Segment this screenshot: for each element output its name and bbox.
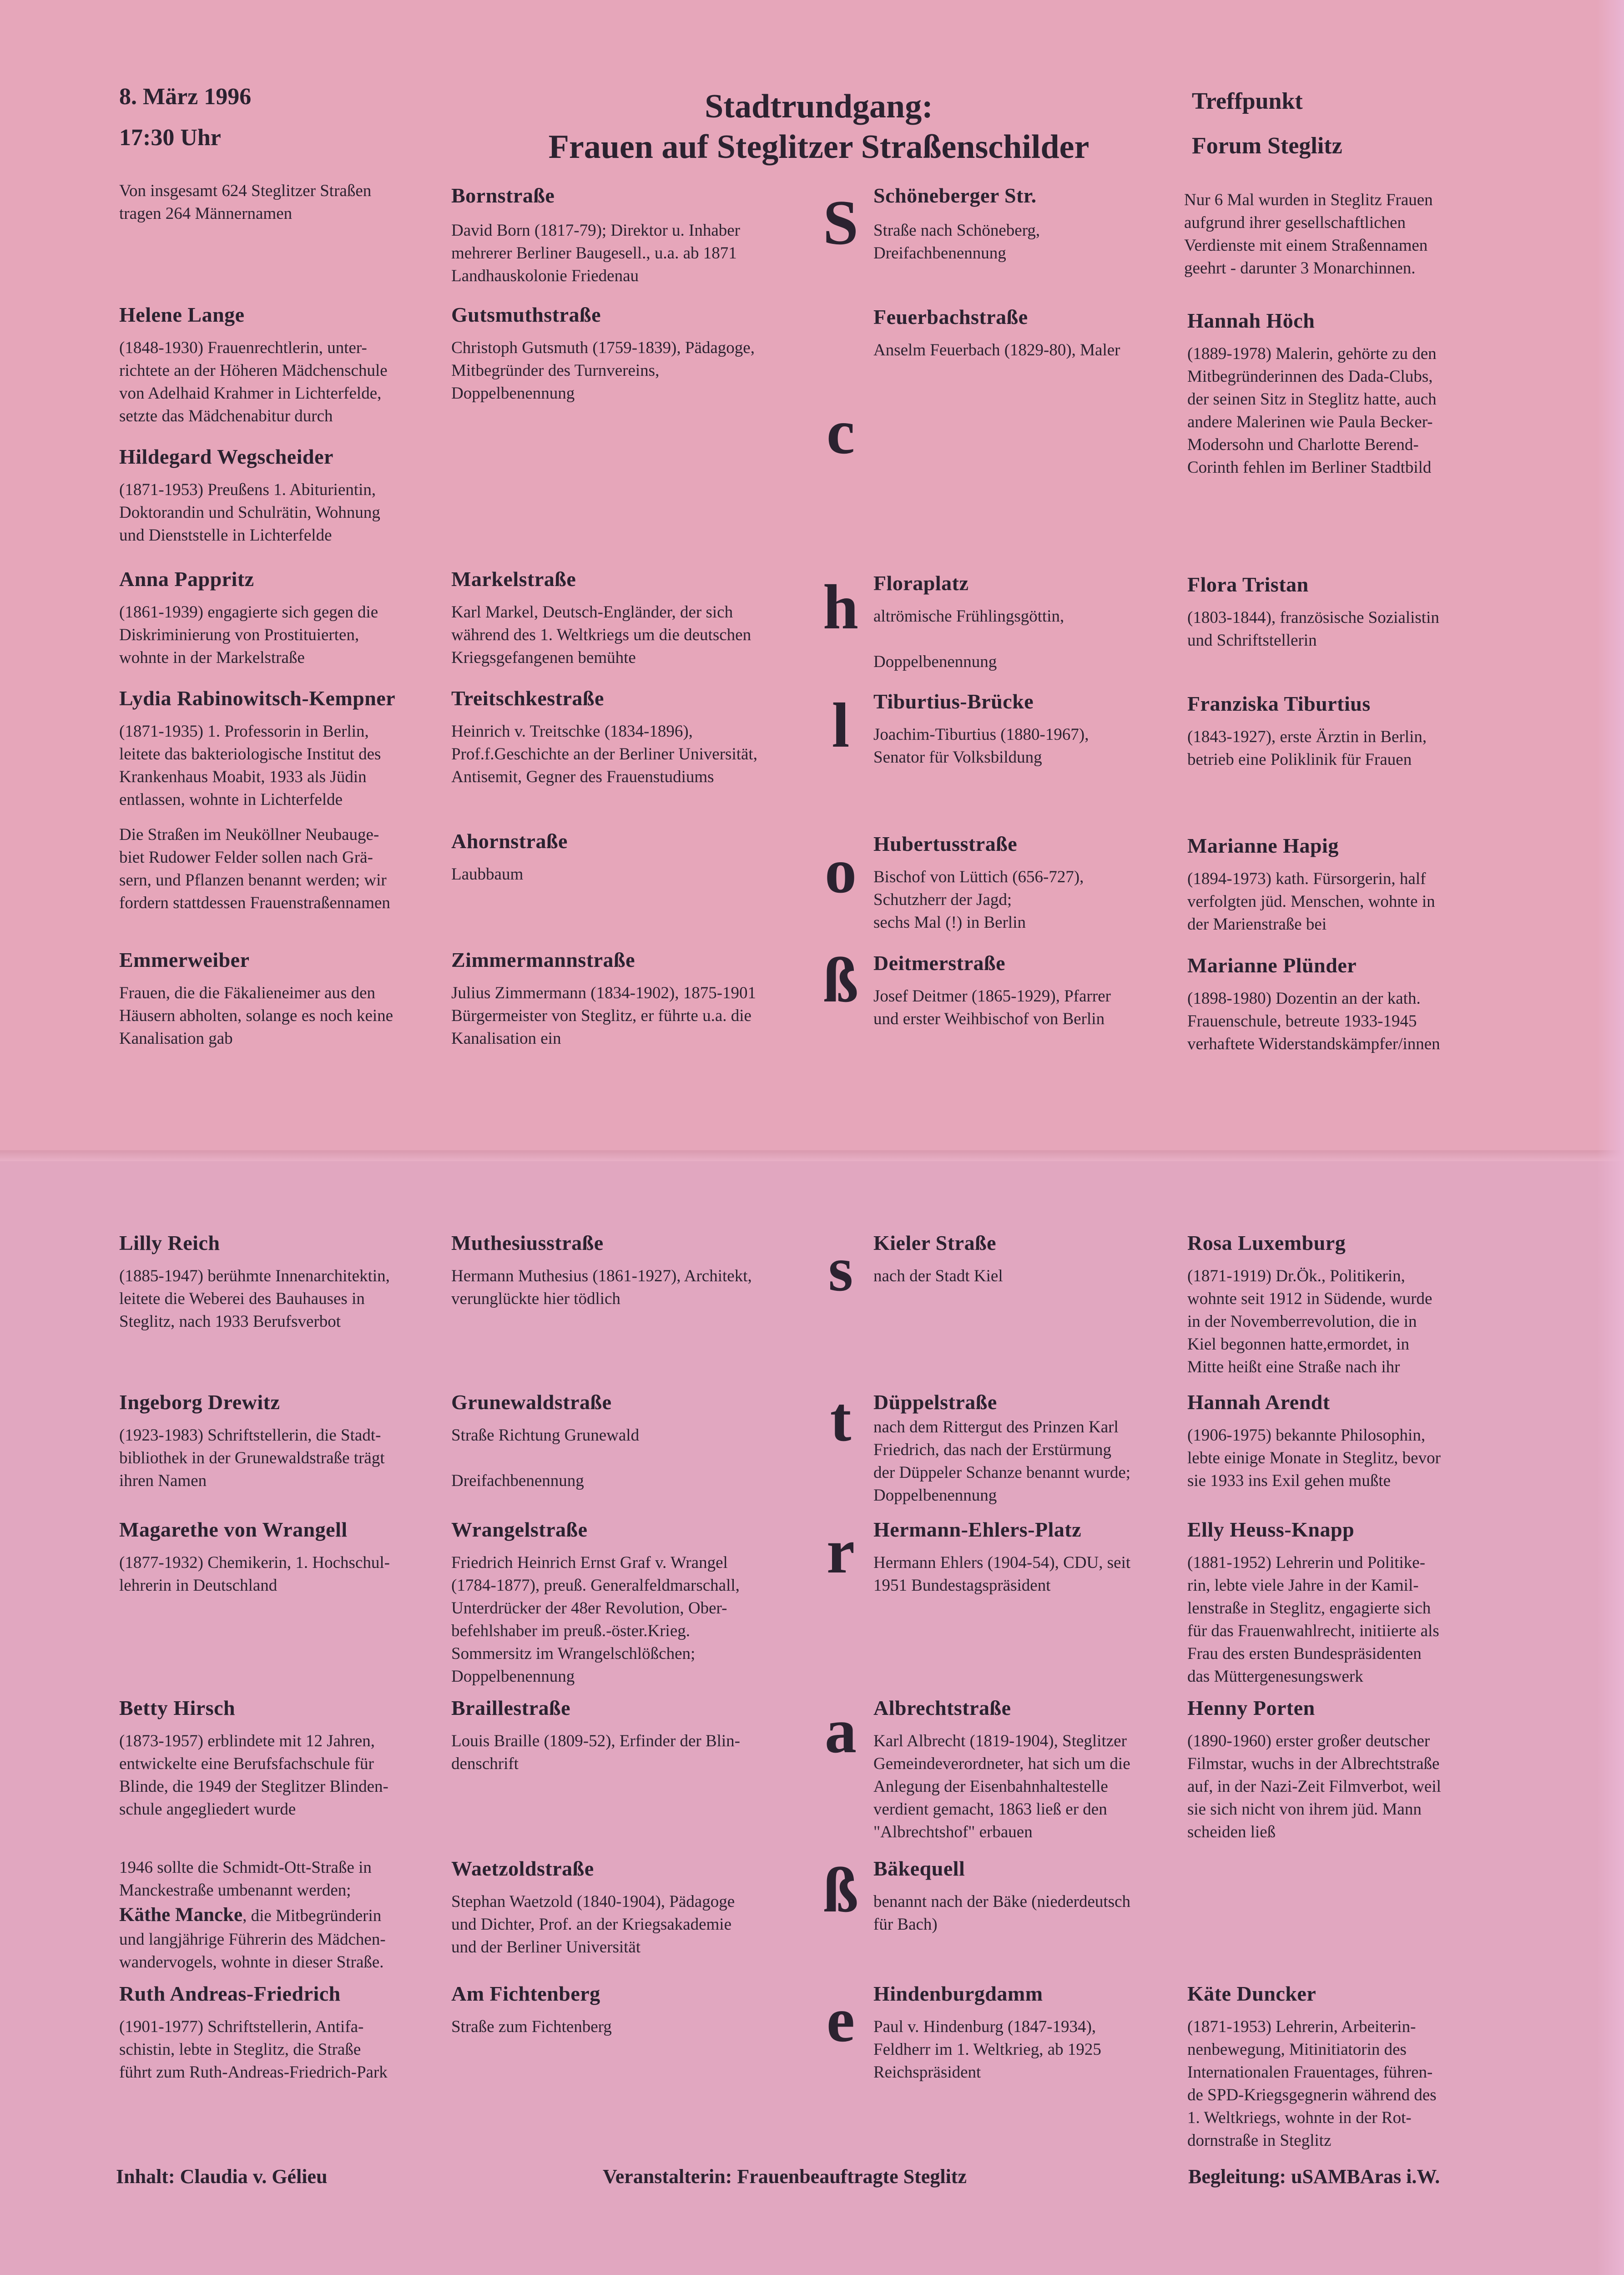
vertical-letter: t — [830, 1384, 852, 1455]
entry-markelstrasse — [451, 567, 751, 669]
vertical-letter: a — [825, 1696, 857, 1766]
entry-hannah-arendt — [1187, 1390, 1441, 1492]
vertical-letter: h — [823, 572, 858, 642]
entry-baekequell — [873, 1856, 1130, 1936]
entry-wrangelstrasse — [451, 1517, 740, 1688]
mancke-post: , die Mitbegründerin und langjährige Führerin des Mädchen- wandervogels, wohnte in dieser Straße. — [119, 1906, 386, 1972]
entry-text: (1923-1983) Schriftstellerin, die Stadt- bibliothek in der Grunewaldstraße trägt ihren Namen — [119, 1426, 385, 1490]
entry-title: Markelstraße — [451, 567, 576, 591]
entry-title: Feuerbachstraße — [873, 305, 1028, 329]
entry-title: Kieler Straße — [873, 1231, 997, 1254]
entry-grunewaldstrasse — [451, 1390, 639, 1492]
entry-title: Marianne Hapig — [1187, 834, 1339, 857]
entry-text: (1901-1977) Schriftstellerin, Antifa- schistin, lebte in Steglitz, die Straße führt zum Ruth-Andreas-Friedrich-Park — [119, 2017, 388, 2082]
entry-magarethe-von-wrangell — [119, 1517, 390, 1597]
intro-right: Nur 6 Mal wurden in Steglitz Frauen aufgrund ihrer gesellschaftlichen Verdienste mit einem Straßennamen geehrt - darunter 3 Monarchinnen. — [1184, 191, 1433, 278]
entry-text: (1890-1960) erster großer deutscher Filmstar, wuchs in der Albrechtstraße auf, in der Nazi-Zeit Filmverbot, weil sie sich nicht von ihrem jüd. Mann scheiden ließ — [1187, 1732, 1441, 1841]
entry-text: (1803-1844), französische Sozialistin und Schriftstellerin — [1187, 608, 1439, 650]
entry-title: Grunewaldstraße — [451, 1390, 612, 1414]
entry-title: Deitmerstraße — [873, 951, 1006, 975]
entry-title: Floraplatz — [873, 571, 969, 595]
entry-text: (1894-1973) kath. Fürsorgerin, half verfolgten jüd. Menschen, wohnte in der Marienstraße bei — [1187, 870, 1435, 934]
entry-text: benannt nach der Bäke (niederdeutsch für Bach) — [873, 1892, 1131, 1934]
entry-title: Waetzoldstraße — [451, 1857, 594, 1880]
entry-text: (1843-1927), erste Ärztin in Berlin, betrieb eine Poliklinik für Frauen — [1187, 728, 1427, 769]
entry-muthesiusstrasse — [451, 1231, 752, 1310]
entry-title: Albrechtstraße — [873, 1696, 1011, 1719]
entry-title: Käte Duncker — [1187, 1982, 1316, 2005]
entry-text: Hermann Muthesius (1861-1927), Architekt, verunglückte hier tödlich — [451, 1267, 752, 1308]
vertical-letter: r — [826, 1516, 855, 1587]
entry-text: Straße Richtung Grunewald Dreifachbenennung — [451, 1426, 640, 1490]
entry-text: (1885-1947) berühmte Innenarchitektin, leitete die Weberei des Bauhauses in Steglitz, nach 1933 Berufsverbot — [119, 1267, 390, 1331]
entry-albrechtstrasse — [873, 1696, 1130, 1844]
entry-floraplatz — [873, 571, 1064, 673]
entry-text: Heinrich v. Treitschke (1834-1896), Prof.f.Geschichte an der Berliner Universität, Antisemit, Gegner des Frauenstudiums — [451, 722, 757, 786]
entry-text: Straße zum Fichtenberg — [451, 2017, 612, 2036]
entry-text: (1881-1952) Lehrerin und Politike- rin, lebte viele Jahre in der Kamil- lenstraße in Steglitz, engagierte sich für das Frauenwahlrecht, initiierte als Frau des ersten Bundespräsidenten das Müttergenesungswerk — [1187, 1553, 1439, 1686]
entry-text: (1871-1953) Preußens 1. Abiturientin, Doktorandin und Schulrätin, Wohnung und Dienststelle in Lichterfelde — [119, 480, 380, 545]
entry-title: Am Fichtenberg — [451, 1982, 600, 2005]
mancke-pre: 1946 sollte die Schmidt-Ott-Straße in Manckestraße umbenannt werden; — [119, 1858, 372, 1900]
entry-braillestrasse — [451, 1696, 740, 1775]
vertical-letter: s — [828, 1234, 853, 1304]
entry-hindenburgdamm — [873, 1982, 1101, 2084]
entry-title: Ingeborg Drewitz — [119, 1390, 280, 1414]
entry-title: Rosa Luxemburg — [1187, 1231, 1346, 1254]
entry-title: Marianne Plünder — [1187, 954, 1357, 977]
vertical-letter: l — [832, 690, 850, 761]
title-line-1: Stadtrundgang: — [705, 88, 933, 125]
entry-hubertusstrasse — [873, 832, 1084, 934]
entry-title: Hannah Höch — [1187, 309, 1315, 332]
entry-waetzoldstrasse — [451, 1856, 735, 1959]
entry-text: (1861-1939) engagierte sich gegen die Diskriminierung von Prostituierten, wohnte in der Markelstraße — [119, 603, 378, 667]
entry-text: Bischof von Lüttich (656-727), Schutzherr der Jagd; sechs Mal (!) in Berlin — [873, 868, 1084, 932]
entry-text: (1848-1930) Frauenrechtlerin, unter- richtete an der Höheren Mädchenschule von Adelhaid Krahmer in Lichterfelde, setzte das Mädchenabitur durch — [119, 339, 388, 425]
entry-text: Julius Zimmermann (1834-1902), 1875-1901 Bürgermeister von Steglitz, er führte u.a. die Kanalisation ein — [451, 984, 757, 1048]
entry-title: Hermann-Ehlers-Platz — [873, 1518, 1082, 1541]
entry-lilly-reich — [119, 1231, 390, 1333]
meeting-place: Forum Steglitz — [1192, 133, 1342, 159]
entry-marianne-pluender — [1187, 953, 1440, 1056]
entry-text: (1906-1975) bekannte Philosophin, lebte einige Monate in Steglitz, bevor sie 1933 ins Exil gehen mußte — [1187, 1426, 1441, 1490]
entry-title: Bornstraße — [451, 184, 555, 207]
entry-flora-tristan — [1187, 572, 1439, 652]
entry-title: Bäkequell — [873, 1857, 965, 1880]
entry-text: (1871-1919) Dr.Ök., Politikerin, wohnte seit 1912 in Südende, wurde in der Novemberrevolution, die in Kiel begonnen hatte,ermordet, in Mitte heißt eine Straße nach ihr — [1187, 1267, 1432, 1376]
entry-kaete-duncker — [1187, 1982, 1437, 2152]
entry-rosa-luxemburg — [1187, 1231, 1432, 1379]
entry-ahornstrasse — [451, 829, 568, 886]
entry-hermann-ehlers-platz — [873, 1517, 1130, 1597]
entry-lydia-rabinowitsch — [119, 686, 395, 811]
entry-deitmerstrasse — [873, 951, 1111, 1031]
entry-title: Henny Porten — [1187, 1696, 1315, 1719]
page-title — [455, 86, 1183, 167]
entry-text: Karl Albrecht (1819-1904), Steglitzer Gemeindeverordneter, hat sich um die Anlegung der Eisenbahnhaltestelle verdient gemacht, 1863 ließ er den "Albrechtshof" erbauen — [873, 1732, 1130, 1841]
note-rudower-felder: Die Straßen im Neuköllner Neubauge- biet Rudower Felder sollen nach Grä- sern, und Pflanzen benannt werden; wir fordern stattdessen Frauenstraßennamen — [119, 825, 390, 912]
entry-dueppelstrasse — [873, 1390, 1130, 1507]
entry-title: Gutsmuthstraße — [451, 303, 601, 326]
entry-text: Paul v. Hindenburg (1847-1934), Feldherr im 1. Weltkrieg, ab 1925 Reichspräsident — [873, 2017, 1101, 2082]
vertical-letter: S — [823, 187, 858, 258]
entry-text: (1871-1935) 1. Professorin in Berlin, leitete das bakteriologische Institut des Krankenhaus Moabit, 1933 als Jüdin entlassen, wohnte in Lichterfelde — [119, 722, 381, 809]
entry-feuerbachstrasse — [873, 305, 1120, 362]
entry-franziska-tiburtius — [1187, 692, 1427, 771]
entry-zimmermannstrasse — [451, 948, 756, 1050]
entry-title: Ahornstraße — [451, 829, 568, 853]
entry-text: nach der Stadt Kiel — [873, 1267, 1003, 1285]
entry-text: Laubbaum — [451, 865, 524, 884]
entry-text: Frauen, die die Fäkalieneimer aus den Häusern abholten, solange es noch keine Kanalisation gab — [119, 984, 393, 1048]
entry-title: Betty Hirsch — [119, 1696, 236, 1719]
entry-ingeborg-drewitz — [119, 1390, 385, 1492]
entry-title: Schöneberger Str. — [873, 184, 1037, 207]
entry-text: (1877-1932) Chemikerin, 1. Hochschul- lehrerin in Deutschland — [119, 1553, 390, 1595]
entry-tiburtius-bruecke — [873, 689, 1089, 769]
sheet-fold — [0, 1150, 1624, 1161]
entry-text: Louis Braille (1809-52), Erfinder der Blin- denschrift — [451, 1732, 740, 1773]
footer-escort: Begleitung: uSAMBAras i.W. — [1188, 2165, 1440, 2188]
entry-treitschkestrasse — [451, 686, 757, 789]
entry-title: Anna Pappritz — [119, 567, 254, 591]
entry-betty-hirsch — [119, 1696, 388, 1821]
entry-text: Straße nach Schöneberg, Dreifachbenennung — [873, 221, 1040, 263]
entry-title: Treitschkestraße — [451, 687, 604, 710]
entry-title: Wrangelstraße — [451, 1518, 588, 1541]
entry-title: Hannah Arendt — [1187, 1390, 1330, 1414]
entry-bornstrasse — [451, 183, 740, 288]
entry-title: Emmerweiber — [119, 948, 250, 971]
entry-text: David Born (1817-79); Direktor u. Inhaber mehrerer Berliner Baugesell., u.a. ab 1871 Landhauskolonie Friedenau — [451, 221, 740, 285]
title-line-2: Frauen auf Steglitzer Straßenschilder — [548, 128, 1089, 166]
footer-content-credit: Inhalt: Claudia v. Gélieu — [116, 2165, 328, 2188]
vertical-letter: ß — [823, 945, 858, 1016]
entry-kieler-strasse — [873, 1231, 1003, 1288]
entry-am-fichtenberg — [451, 1982, 612, 2038]
entry-gutsmuthstrasse — [451, 303, 755, 405]
entry-ruth-andreas-friedrich — [119, 1982, 388, 2084]
entry-text: Friedrich Heinrich Ernst Graf v. Wrangel (1784-1877), preuß. Generalfeldmarschall, Unterdrücker der 48er Revolution, Ober- befehlshaber im preuß.-öster.Krieg. Sommersitz im Wrangelschlößchen; Doppelbenennung — [451, 1553, 740, 1686]
entry-title: Ruth Andreas-Friedrich — [119, 1982, 341, 2005]
entry-anna-pappritz — [119, 567, 378, 669]
entry-text: Karl Markel, Deutsch-Engländer, der sich während des 1. Weltkriegs um die deutschen Kriegsgefangenen bemühte — [451, 603, 751, 667]
vertical-letter: e — [826, 1985, 855, 2055]
entry-text: Stephan Waetzold (1840-1904), Pädagoge und Dichter, Prof. an der Kriegsakademie und der Berliner Universität — [451, 1892, 735, 1956]
entry-title: Düppelstraße — [873, 1390, 997, 1414]
entry-text: altrömische Frühlingsgöttin, Doppelbenennung — [873, 607, 1064, 671]
note-kaethe-mancke — [119, 1856, 447, 1974]
footer-organizer: Veranstalterin: Frauenbeauftragte Steglitz — [603, 2165, 967, 2188]
vertical-letter: c — [826, 397, 855, 467]
entry-hildegard-wegscheider — [119, 445, 380, 547]
entry-text: Anselm Feuerbach (1829-80), Maler — [873, 341, 1120, 359]
entry-title: Franziska Tiburtius — [1187, 692, 1371, 715]
meeting-label: Treffpunkt — [1192, 88, 1303, 114]
entry-title: Hindenburgdamm — [873, 1982, 1043, 2005]
entry-text: Hermann Ehlers (1904-54), CDU, seit 1951 Bundestagspräsident — [873, 1553, 1131, 1595]
entry-elly-heuss-knapp — [1187, 1517, 1439, 1688]
entry-text: (1889-1978) Malerin, gehörte zu den Mitbegründerinnen des Dada-Clubs, der seinen Sitz in Steglitz hatte, auch andere Malerinen wie Paula Becker- Modersohn und Charlotte Berend- Corinth fehlen im Berliner Stadtbild — [1187, 344, 1437, 477]
entry-text: Christoph Gutsmuth (1759-1839), Pädagoge, Mitbegründer des Turnvereins, Doppelbenennung — [451, 339, 755, 403]
entry-hannah-hoech — [1187, 308, 1437, 479]
entry-title: Lilly Reich — [119, 1231, 220, 1254]
intro-left: Von insgesamt 624 Steglitzer Straßen tragen 264 Männernamen — [119, 182, 372, 223]
entry-marianne-hapig — [1187, 834, 1435, 936]
entry-title: Lydia Rabinowitsch-Kempner — [119, 687, 396, 710]
entry-text: (1898-1980) Dozentin an der kath. Frauenschule, betreute 1933-1945 verhaftete Widerstandskämpfer/innen — [1187, 989, 1440, 1053]
entry-emmerweiber — [119, 948, 393, 1050]
entry-text: Joachim-Tiburtius (1880-1967), Senator für Volksbildung — [873, 725, 1089, 767]
entry-henny-porten — [1187, 1696, 1441, 1844]
event-date: 8. März 1996 — [119, 84, 252, 110]
page-edge — [1597, 0, 1624, 2275]
entry-title: Helene Lange — [119, 303, 245, 326]
entry-schoeneberger-str — [873, 183, 1040, 265]
mancke-name: Käthe Mancke — [119, 1904, 243, 1926]
entry-title: Flora Tristan — [1187, 573, 1309, 596]
event-time: 17:30 Uhr — [119, 125, 221, 151]
entry-title: Braillestraße — [451, 1696, 570, 1719]
entry-title: Hildegard Wegscheider — [119, 445, 333, 468]
vertical-letter: ß — [823, 1855, 858, 1926]
entry-title: Muthesiusstraße — [451, 1231, 604, 1254]
entry-title: Tiburtius-Brücke — [873, 690, 1034, 713]
entry-title: Hubertusstraße — [873, 832, 1018, 855]
entry-title: Zimmermannstraße — [451, 948, 635, 971]
entry-title: Magarethe von Wrangell — [119, 1518, 348, 1541]
vertical-letter: o — [825, 836, 857, 906]
entry-text: (1871-1953) Lehrerin, Arbeiterin- nenbewegung, Mitinitiatorin des Internationalen Frauentages, führen- de SPD-Kriegsgegnerin während des 1. Weltkriegs, wohnte in der Rot- dornstraße in Steglitz — [1187, 2017, 1437, 2150]
entry-helene-lange — [119, 303, 388, 428]
entry-text: Josef Deitmer (1865-1929), Pfarrer und erster Weihbischof von Berlin — [873, 987, 1111, 1028]
entry-text: (1873-1957) erblindete mit 12 Jahren, entwickelte eine Berufsfachschule für Blinde, die 1949 der Steglitzer Blinden- schule angegliedert wurde — [119, 1732, 388, 1819]
entry-title: Elly Heuss-Knapp — [1187, 1518, 1355, 1541]
entry-text: nach dem Rittergut des Prinzen Karl Friedrich, das nach der Erstürmung der Düppeler Schanze benannt wurde; Doppelbenennung — [873, 1418, 1131, 1505]
